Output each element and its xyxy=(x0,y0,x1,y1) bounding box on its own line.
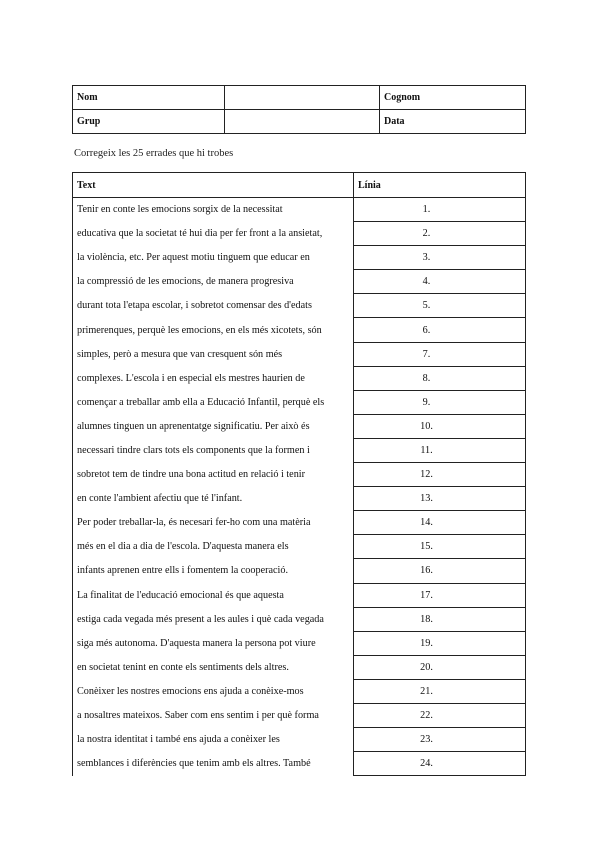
line-number: 11. xyxy=(354,438,526,462)
data-label: Data xyxy=(380,110,526,134)
table-row xyxy=(73,679,526,703)
student-info-row xyxy=(73,110,526,134)
table-row xyxy=(73,438,526,462)
line-text: durant tota l'etapa escolar, i sobretot comensar des d'edats xyxy=(73,294,354,318)
table-row xyxy=(73,752,526,776)
line-text: necessari tindre clars tots els components que la formen i xyxy=(73,438,354,462)
table-row xyxy=(73,414,526,438)
cognom-label: Cognom xyxy=(380,86,526,110)
line-number: 2. xyxy=(354,222,526,246)
line-text: més en el dia a dia de l'escola. D'aquesta manera els xyxy=(73,535,354,559)
line-text: la violència, etc. Per aquest motiu tinguem que educar en xyxy=(73,246,354,270)
line-number: 18. xyxy=(354,607,526,631)
table-row xyxy=(73,246,526,270)
table-row xyxy=(73,559,526,583)
instruction-text: Corregeix les 25 errades que hi trobes xyxy=(74,148,234,159)
line-text: complexes. L'escola i en especial els mestres haurien de xyxy=(73,366,354,390)
line-text: Per poder treballar-la, és necesari fer-ho com una matèria xyxy=(73,511,354,535)
table-header-row xyxy=(73,173,526,198)
table-row xyxy=(73,294,526,318)
line-text: Conèixer les nostres emocions ens ajuda a conèixe-mos xyxy=(73,679,354,703)
table-row xyxy=(73,342,526,366)
nom-label: Nom xyxy=(73,86,225,110)
table-row xyxy=(73,631,526,655)
line-number: 15. xyxy=(354,535,526,559)
student-info-row xyxy=(73,86,526,110)
table-row xyxy=(73,270,526,294)
line-number: 20. xyxy=(354,655,526,679)
student-info-table xyxy=(72,85,526,134)
table-row xyxy=(73,222,526,246)
table-row xyxy=(73,728,526,752)
line-number: 19. xyxy=(354,631,526,655)
table-row xyxy=(73,318,526,342)
line-number: 24. xyxy=(354,752,526,776)
line-text: la nostra identitat i també ens ajuda a conèixer les xyxy=(73,728,354,752)
line-number: 13. xyxy=(354,487,526,511)
line-number: 6. xyxy=(354,318,526,342)
table-row xyxy=(73,487,526,511)
table-row xyxy=(73,607,526,631)
line-number: 17. xyxy=(354,583,526,607)
line-text: en societat tenint en conte els sentiments dels altres. xyxy=(73,655,354,679)
column-header-linia: Línia xyxy=(354,173,526,198)
table-row xyxy=(73,198,526,222)
line-text: en conte l'ambient afectiu que té l'infant. xyxy=(73,487,354,511)
line-text: alumnes tinguen un aprenentatge significatiu. Per això és xyxy=(73,414,354,438)
line-text: sobretot tem de tindre una bona actitud en relació i tenir xyxy=(73,463,354,487)
table-row xyxy=(73,511,526,535)
table-row xyxy=(73,655,526,679)
line-number: 9. xyxy=(354,390,526,414)
line-text: estiga cada vegada més present a les aules i què cada vegada xyxy=(73,607,354,631)
grup-field[interactable] xyxy=(225,110,380,134)
grup-label: Grup xyxy=(73,110,225,134)
table-row xyxy=(73,583,526,607)
line-text: començar a treballar amb ella a Educació Infantil, perquè els xyxy=(73,390,354,414)
line-number: 3. xyxy=(354,246,526,270)
line-number: 4. xyxy=(354,270,526,294)
line-text: siga més autonoma. D'aquesta manera la persona pot viure xyxy=(73,631,354,655)
line-text: a nosaltres mateixos. Saber com ens sentim i per què forma xyxy=(73,703,354,727)
line-text: educativa que la societat té hui dia per fer front a la ansietat, xyxy=(73,222,354,246)
line-number: 23. xyxy=(354,728,526,752)
errors-text-table xyxy=(72,172,526,776)
line-number: 10. xyxy=(354,414,526,438)
line-text: la compressió de les emocions, de manera progresiva xyxy=(73,270,354,294)
line-number: 14. xyxy=(354,511,526,535)
line-number: 8. xyxy=(354,366,526,390)
line-number: 7. xyxy=(354,342,526,366)
line-text: primerenques, perquè les emocions, en els més xicotets, són xyxy=(73,318,354,342)
line-text: La finalitat de l'educació emocional és que aquesta xyxy=(73,583,354,607)
table-row xyxy=(73,366,526,390)
line-text: simples, però a mesura que van cresquent són més xyxy=(73,342,354,366)
line-number: 16. xyxy=(354,559,526,583)
line-text: infants aprenen entre ells i fomentem la cooperació. xyxy=(73,559,354,583)
line-number: 12. xyxy=(354,463,526,487)
table-row xyxy=(73,390,526,414)
table-row xyxy=(73,535,526,559)
line-text: semblances i diferències que tenim amb els altres. També xyxy=(73,752,354,776)
line-number: 5. xyxy=(354,294,526,318)
line-number: 1. xyxy=(354,198,526,222)
line-number: 21. xyxy=(354,679,526,703)
line-text: Tenir en conte les emocions sorgix de la necessitat xyxy=(73,198,354,222)
table-row xyxy=(73,703,526,727)
column-header-text: Text xyxy=(73,173,354,198)
table-row xyxy=(73,463,526,487)
nom-field[interactable] xyxy=(225,86,380,110)
line-number: 22. xyxy=(354,703,526,727)
